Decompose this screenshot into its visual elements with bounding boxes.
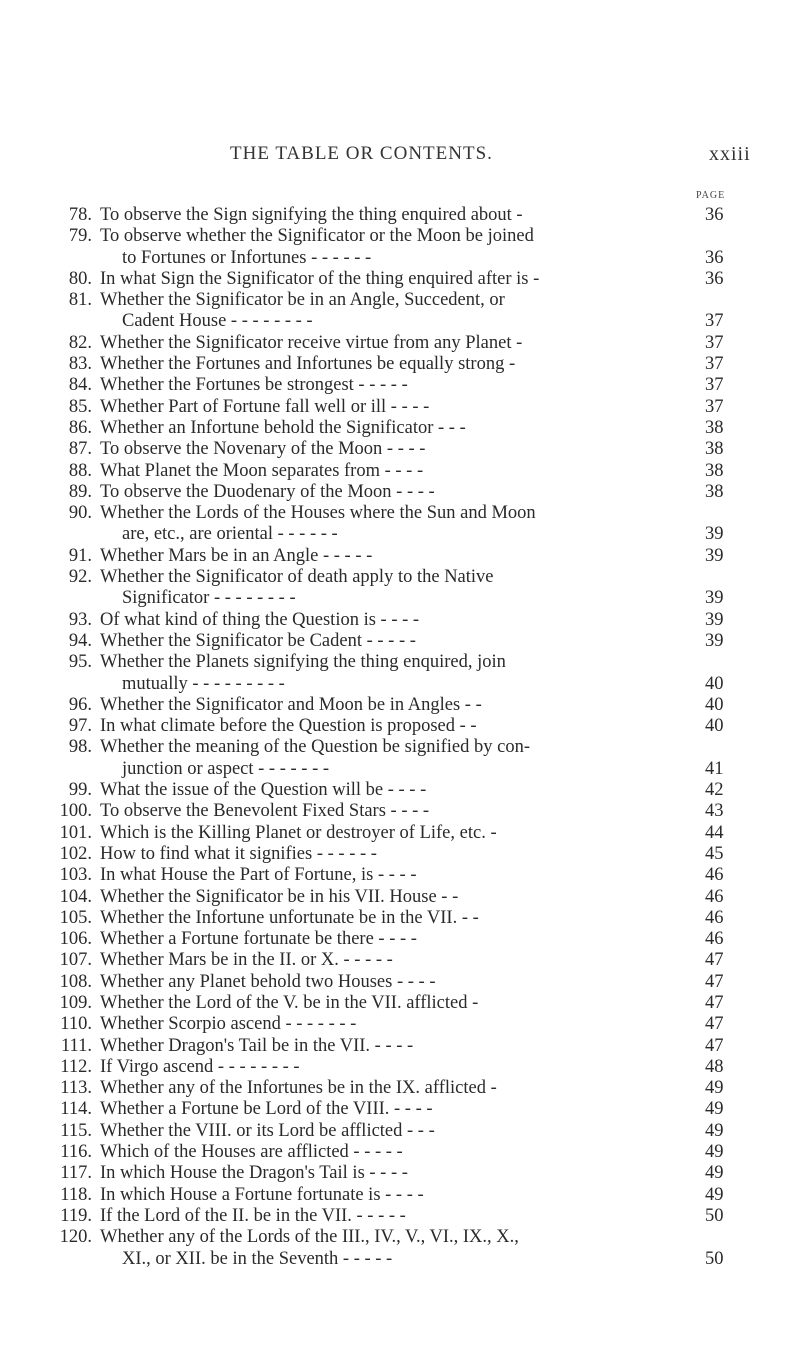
entry-page: 36 xyxy=(705,268,724,289)
entry-page: 46 xyxy=(705,929,724,950)
entry-number: 117. xyxy=(60,1163,92,1184)
entry-number: 112. xyxy=(60,1056,92,1077)
entry-number: 96. xyxy=(68,694,92,715)
entry-number: 83. xyxy=(68,354,92,375)
entry-text: Significator - - - - - - - - xyxy=(122,588,296,609)
entry-page: 41 xyxy=(705,758,724,779)
entry-text: junction or aspect - - - - - - - xyxy=(122,758,330,779)
entry-number: 106. xyxy=(59,929,92,950)
toc-line xyxy=(0,1014,800,1035)
entry-number: 102. xyxy=(59,843,92,864)
entry-text: Whether an Infortune behold the Significator - - - xyxy=(100,417,466,438)
toc-line xyxy=(0,610,800,631)
entry-page: 42 xyxy=(705,780,724,801)
entry-text: Whether the Significator of death apply to the Native xyxy=(100,567,494,588)
toc-line xyxy=(0,375,800,396)
toc-line xyxy=(0,397,800,418)
entry-number: 78. xyxy=(68,205,92,225)
entry-number: 97. xyxy=(68,716,92,737)
entry-text: In which House a Fortune fortunate is - - - - xyxy=(100,1184,424,1205)
toc-line xyxy=(0,226,800,247)
entry-number: 104. xyxy=(59,886,92,907)
entry-number: 94. xyxy=(68,630,92,651)
toc-line xyxy=(0,1227,800,1248)
toc-line xyxy=(0,993,800,1014)
entry-text: Which of the Houses are afflicted - - - - - xyxy=(100,1142,403,1163)
entry-number: 80. xyxy=(68,268,92,289)
header-title: THE TABLE OR CONTENTS. xyxy=(230,143,493,164)
entry-text: Which is the Killing Planet or destroyer of Life, etc. - xyxy=(100,822,497,843)
entry-page: 40 xyxy=(705,694,724,715)
header-page-number: xxiii xyxy=(709,143,751,165)
toc-line xyxy=(0,546,800,567)
entry-text: Whether the Significator be in an Angle, Succedent, or xyxy=(100,290,505,311)
entry-text: What Planet the Moon separates from - - - - xyxy=(100,460,424,481)
entry-text: Whether the Fortunes and Infortunes be equally strong - xyxy=(100,354,516,375)
entry-number: 101. xyxy=(59,822,92,843)
entry-text: To observe the Sign signifying the thing enquired about - xyxy=(100,205,523,225)
entry-number: 79. xyxy=(68,226,92,247)
entry-text: Whether any Planet behold two Houses - - - - xyxy=(100,971,436,992)
toc-line xyxy=(0,461,800,482)
toc-line xyxy=(0,503,800,524)
entry-page: 44 xyxy=(705,822,724,843)
toc-line xyxy=(0,780,800,801)
page-column-label: PAGE xyxy=(696,190,726,201)
entry-page: 39 xyxy=(705,545,724,566)
toc-line xyxy=(0,929,800,950)
toc-line xyxy=(0,631,800,652)
toc-line xyxy=(0,887,800,908)
toc-line xyxy=(0,482,800,503)
entry-text: to Fortunes or Infortunes - - - - - - xyxy=(122,247,372,268)
entry-number: 108. xyxy=(59,971,92,992)
entry-number: 116. xyxy=(60,1142,92,1163)
entry-text: are, etc., are oriental - - - - - - xyxy=(122,524,338,545)
toc-line xyxy=(0,844,800,865)
entry-page: 50 xyxy=(705,1205,724,1226)
entry-text: Whether the Significator receive virtue from any Planet - xyxy=(100,332,523,353)
entry-page: 37 xyxy=(705,375,724,396)
entry-page: 49 xyxy=(705,1120,724,1141)
entry-number: 84. xyxy=(68,375,92,396)
toc-line xyxy=(0,865,800,886)
toc-line xyxy=(0,737,800,758)
entry-page: 38 xyxy=(705,417,724,438)
entry-page: 36 xyxy=(705,205,724,225)
entry-text: Whether any of the Lords of the III., IV., V., VI., IX., X., xyxy=(100,1227,519,1248)
entry-number: 115. xyxy=(60,1120,92,1141)
toc-line xyxy=(0,333,800,354)
toc-line xyxy=(0,1163,800,1184)
toc-line xyxy=(0,823,800,844)
entry-page: 47 xyxy=(705,1035,724,1056)
entry-page: 38 xyxy=(705,439,724,460)
entry-page: 46 xyxy=(705,865,724,886)
entry-page: 47 xyxy=(705,950,724,971)
entry-text: What the issue of the Question will be - - - - xyxy=(100,780,427,801)
entry-text: Whether the Lord of the V. be in the VII. afflicted - xyxy=(100,992,479,1013)
entry-page: 38 xyxy=(705,460,724,481)
entry-text: To observe the Duodenary of the Moon - - - - xyxy=(100,481,435,502)
entry-page: 39 xyxy=(705,609,724,630)
entry-page: 39 xyxy=(705,524,724,545)
entry-number: 118. xyxy=(60,1184,92,1205)
toc-line xyxy=(0,674,800,695)
entry-number: 95. xyxy=(68,652,92,673)
entry-number: 120. xyxy=(59,1227,92,1248)
entry-page: 39 xyxy=(705,630,724,651)
entry-number: 103. xyxy=(59,865,92,886)
entry-page: 43 xyxy=(705,801,724,822)
toc-line xyxy=(0,1078,800,1099)
entry-page: 45 xyxy=(705,843,724,864)
entry-number: 88. xyxy=(68,460,92,481)
toc-line xyxy=(0,652,800,673)
entry-number: 91. xyxy=(68,545,92,566)
entry-page: 38 xyxy=(705,481,724,502)
entry-text: Whether the meaning of the Question be signified by con- xyxy=(100,737,530,758)
entry-text: Whether Scorpio ascend - - - - - - - xyxy=(100,1014,357,1035)
entry-text: To observe whether the Significator or the Moon be joined xyxy=(100,226,534,247)
toc-line xyxy=(0,801,800,822)
toc-line xyxy=(0,972,800,993)
toc-line xyxy=(0,354,800,375)
entry-text: Of what kind of thing the Question is - - - - xyxy=(100,609,420,630)
toc-line xyxy=(0,439,800,460)
entry-text: Whether Dragon's Tail be in the VII. - - - - xyxy=(100,1035,414,1056)
toc-line xyxy=(0,695,800,716)
toc-line xyxy=(0,1057,800,1078)
entry-number: 113. xyxy=(60,1078,92,1099)
entry-page: 37 xyxy=(705,396,724,417)
entry-text: In what climate before the Question is proposed - - xyxy=(100,716,477,737)
entry-text: Whether any of the Infortunes be in the IX. afflicted - xyxy=(100,1078,497,1099)
toc-line xyxy=(0,950,800,971)
entry-page: 49 xyxy=(705,1099,724,1120)
entry-text: Whether a Fortune be Lord of the VIII. - - - - xyxy=(100,1099,433,1120)
toc-line xyxy=(0,1142,800,1163)
entry-page: 46 xyxy=(705,907,724,928)
entry-number: 109. xyxy=(59,992,92,1013)
toc-line xyxy=(0,1185,800,1206)
toc-line xyxy=(0,1099,800,1120)
entry-text: Whether the VIII. or its Lord be afflicted - - - xyxy=(100,1120,435,1141)
toc-line xyxy=(0,290,800,311)
entry-number: 119. xyxy=(60,1205,92,1226)
entry-page: 49 xyxy=(705,1163,724,1184)
toc-line xyxy=(0,248,800,269)
entry-number: 86. xyxy=(68,417,92,438)
entry-text: To observe the Benevolent Fixed Stars - - - - xyxy=(100,801,430,822)
toc-line xyxy=(0,269,800,290)
entry-page: 49 xyxy=(705,1078,724,1099)
toc-line xyxy=(0,1206,800,1227)
entry-text: Whether a Fortune fortunate be there - - - - xyxy=(100,929,417,950)
entry-text: How to find what it signifies - - - - - - xyxy=(100,843,377,864)
toc-line xyxy=(0,908,800,929)
toc-line xyxy=(0,759,800,780)
entry-number: 93. xyxy=(68,609,92,630)
entry-number: 107. xyxy=(59,950,92,971)
toc-line xyxy=(0,567,800,588)
entry-number: 89. xyxy=(68,481,92,502)
entry-page: 47 xyxy=(705,992,724,1013)
toc-line xyxy=(0,1036,800,1057)
entry-page: 40 xyxy=(705,673,724,694)
running-header xyxy=(0,143,800,167)
entry-page: 36 xyxy=(705,247,724,268)
entry-number: 105. xyxy=(59,907,92,928)
entry-number: 87. xyxy=(68,439,92,460)
entry-page: 47 xyxy=(705,971,724,992)
entry-text: If the Lord of the II. be in the VII. - - - - - xyxy=(100,1205,406,1226)
entry-text: In what Sign the Significator of the thing enquired after is - xyxy=(100,268,540,289)
entry-page: 39 xyxy=(705,588,724,609)
toc-line xyxy=(0,716,800,737)
entry-text: In which House the Dragon's Tail is - - - - xyxy=(100,1163,408,1184)
entry-number: 98. xyxy=(68,737,92,758)
toc-line xyxy=(0,588,800,609)
entry-page: 37 xyxy=(705,332,724,353)
entry-number: 90. xyxy=(68,503,92,524)
entry-page: 49 xyxy=(705,1142,724,1163)
entry-page: 46 xyxy=(705,886,724,907)
entry-number: 114. xyxy=(60,1099,92,1120)
toc-line xyxy=(0,1249,800,1270)
entry-number: 81. xyxy=(68,290,92,311)
entry-text: Whether the Infortune unfortunate be in the VII. - - xyxy=(100,907,479,928)
entry-number: 110. xyxy=(60,1014,92,1035)
entry-text: Whether Mars be in an Angle - - - - - xyxy=(100,545,373,566)
table-of-contents xyxy=(0,205,800,1270)
toc-line xyxy=(0,1121,800,1142)
entry-number: 99. xyxy=(68,780,92,801)
entry-text: Whether the Significator and Moon be in Angles - - xyxy=(100,694,482,715)
entry-text: Cadent House - - - - - - - - xyxy=(122,311,313,332)
entry-text: Whether Mars be in the II. or X. - - - - - xyxy=(100,950,393,971)
entry-text: In what House the Part of Fortune, is - - - - xyxy=(100,865,417,886)
entry-number: 92. xyxy=(68,567,92,588)
toc-line xyxy=(0,418,800,439)
entry-text: Whether the Lords of the Houses where the Sun and Moon xyxy=(100,503,536,524)
entry-page: 37 xyxy=(705,311,724,332)
entry-page: 47 xyxy=(705,1014,724,1035)
entry-text: Whether the Fortunes be strongest - - - - - xyxy=(100,375,408,396)
entry-number: 82. xyxy=(68,332,92,353)
entry-number: 111. xyxy=(60,1035,92,1056)
entry-text: Whether Part of Fortune fall well or ill - - - - xyxy=(100,396,430,417)
entry-page: 50 xyxy=(705,1248,724,1269)
entry-text: Whether the Planets signifying the thing enquired, join xyxy=(100,652,506,673)
entry-number: 100. xyxy=(59,801,92,822)
entry-number: 85. xyxy=(68,396,92,417)
toc-line xyxy=(0,311,800,332)
entry-text: To observe the Novenary of the Moon - - - - xyxy=(100,439,426,460)
toc-line xyxy=(0,524,800,545)
entry-page: 49 xyxy=(705,1184,724,1205)
entry-page: 37 xyxy=(705,354,724,375)
entry-text: mutually - - - - - - - - - xyxy=(122,673,285,694)
entry-page: 40 xyxy=(705,716,724,737)
entry-text: Whether the Significator be in his VII. House - - xyxy=(100,886,459,907)
entry-page: 48 xyxy=(705,1056,724,1077)
toc-line xyxy=(0,205,800,226)
entry-text: Whether the Significator be Cadent - - - - - xyxy=(100,630,416,651)
entry-text: XI., or XII. be in the Seventh - - - - - xyxy=(122,1248,393,1269)
entry-text: If Virgo ascend - - - - - - - - xyxy=(100,1056,300,1077)
